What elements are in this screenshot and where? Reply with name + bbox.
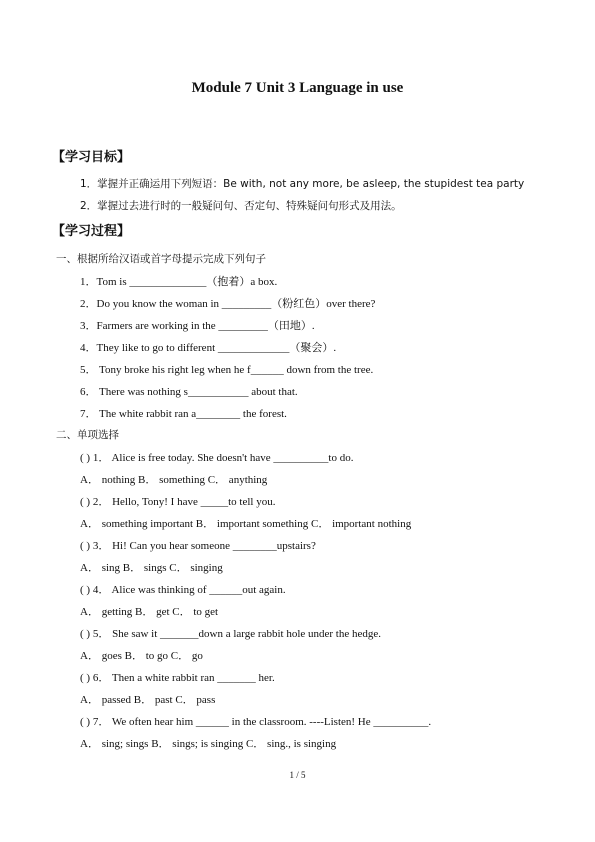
options-line: A． sing; sings B． sings; is singing C． sing., is singing (80, 738, 337, 750)
exercise-item: 5． Tony broke his right leg when he f______ down from the tree. (80, 364, 374, 376)
question-line: ( ) 3． Hi! Can you hear someone ________upstairs? (80, 540, 316, 552)
goal-line: 2．掌握过去进行时的一般疑问句、否定句、特殊疑问句形式及用法。 (80, 200, 402, 212)
question-line: ( ) 7． We often hear him ______ in the classroom. ----Listen! He __________. (80, 716, 432, 728)
goals-heading: 【学习目标】 (52, 150, 131, 165)
page-number: 1 / 5 (289, 770, 306, 780)
goal-line: 1．掌握并正确运用下列短语：Be with, not any more, be asleep, the stupidest tea party (80, 178, 525, 190)
exercise-item: 2．Do you know the woman in _________（粉红色）over there? (80, 298, 376, 310)
question-line: ( ) 6． Then a white rabbit ran _______ her. (80, 672, 275, 684)
exercise-item: 6． There was nothing s___________ about that. (80, 386, 298, 398)
options-line: A． passed B． past C． pass (80, 694, 216, 706)
exercise-item: 1．Tom is ______________（抱着）a box. (80, 276, 278, 288)
exercise-item: 3．Farmers are working in the _________（田地）. (80, 320, 315, 332)
question-line: ( ) 4． Alice was thinking of ______out again. (80, 584, 286, 596)
part1-heading: 一、根据所给汉语或首字母提示完成下列句子 (56, 253, 266, 265)
options-line: A． getting B． get C． to get (80, 606, 219, 618)
question-line: ( ) 2． Hello, Tony! I have _____to tell you. (80, 496, 276, 508)
question-line: ( ) 5． She saw it _______down a large rabbit hole under the hedge. (80, 628, 382, 640)
options-line: A． something important B． important something C． important nothing (80, 518, 412, 530)
options-line: A． goes B． to go C． go (80, 650, 203, 662)
options-line: A． nothing B． something C． anything (80, 474, 268, 486)
exercise-item: 4．They like to go to different _____________（聚会）. (80, 342, 337, 354)
process-heading: 【学习过程】 (52, 224, 131, 239)
exercise-item: 7． The white rabbit ran a________ the forest. (80, 408, 287, 420)
part2-heading: 二、单项选择 (56, 429, 119, 441)
question-line: ( ) 1． Alice is free today. She doesn't have __________to do. (80, 452, 354, 464)
page-title: Module 7 Unit 3 Language in use (191, 80, 404, 96)
options-line: A． sing B． sings C． singing (80, 562, 223, 574)
